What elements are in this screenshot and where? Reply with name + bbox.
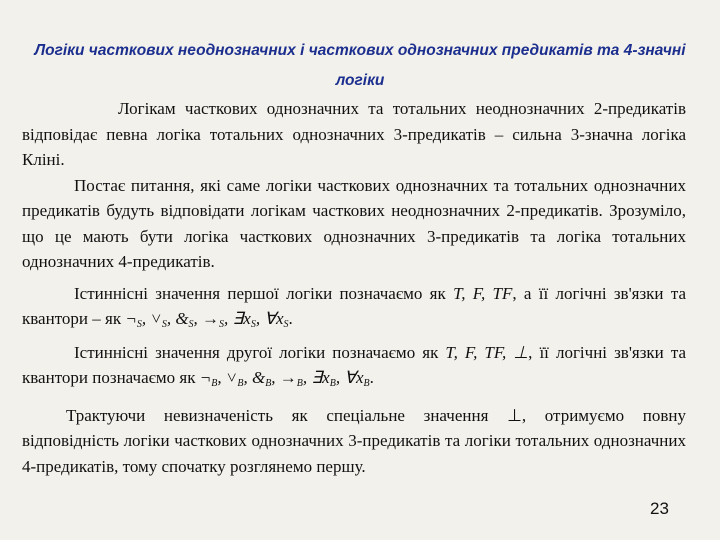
second-logic-middle: , її логічні зв'язки та квантори позначаємо як <box>22 342 687 387</box>
paragraph-kleene: Логікам часткових однозначних та тотальних неоднозначних 2-предикатів відповідає певна логіка тотальних однозначних 3-предикатів – сильна 3-значна логіка Кліні. <box>22 99 686 169</box>
first-logic-middle: , а її логічні зв'язки та квантори – як <box>22 283 686 328</box>
paragraph-second-logic: Істиннісні значення другої логіки позначаємо як T, F, TF, ⊥, її логічні зв'язки та квантори позначаємо як $\neg_B$, $˅_B$, $\&_B$, $\to_B$, $\exists x_B$, $\forall x_B$. <box>22 342 687 389</box>
slide-title: Логіки часткових неоднозначних і часткових однозначних предикатів та 4-значні логіки <box>34 42 686 89</box>
op-impl-s: → <box>202 309 220 328</box>
op-or-b: ˅ <box>225 368 238 387</box>
paragraph-conclusion: Трактуючи невизначеність як спеціальне значення ⊥, отримуємо повну відповідність логіки часткових однозначних 3-предикатів та логіки тотальних однозначних 4-предикатів, тому спочатку розглянемо першу. <box>22 405 686 476</box>
first-logic-values: T, F, TF <box>453 283 513 303</box>
first-logic-lead: Істиннісні значення першої логіки позначаємо як <box>74 283 454 303</box>
op-forall-b: ∀x <box>344 368 364 387</box>
op-exists-s: ∃x <box>232 309 251 328</box>
op-or-s: ˅ <box>150 309 162 328</box>
second-logic-values: T, F, TF, ⊥ <box>445 342 529 362</box>
op-impl-b: → <box>279 368 297 387</box>
page-number: 23 <box>650 499 669 518</box>
slide-body <box>22 96 686 479</box>
op-exists-b: ∃x <box>311 368 330 387</box>
op-neg-s: ¬ <box>125 309 137 328</box>
paragraph-question: Постає питання, які саме логіки часткових однозначних та тотальних однозначних предикатів будуть відповідати логікам часткових неоднозначних 2-предикатів. Зрозуміло, що це мають бути логіка часткових однозначних 3-предикатів та логіка тотальних однозначних 4-предикатів. <box>22 175 686 271</box>
op-and-b: & <box>251 368 266 387</box>
op-forall-s: ∀x <box>264 309 284 328</box>
op-neg-b: ¬ <box>199 368 212 387</box>
op-and-s: & <box>175 309 189 328</box>
second-logic-lead: Істиннісні значення другої логіки позначаємо як <box>74 342 446 362</box>
paragraph-first-logic: Істиннісні значення першої логіки позначаємо як T, F, TF, а її логічні зв'язки та квантори – як $\neg_S$, $˅_S$, $\&_S$, $\to_S$, $\exists x_S$, $\forall x_S$. <box>22 283 686 330</box>
